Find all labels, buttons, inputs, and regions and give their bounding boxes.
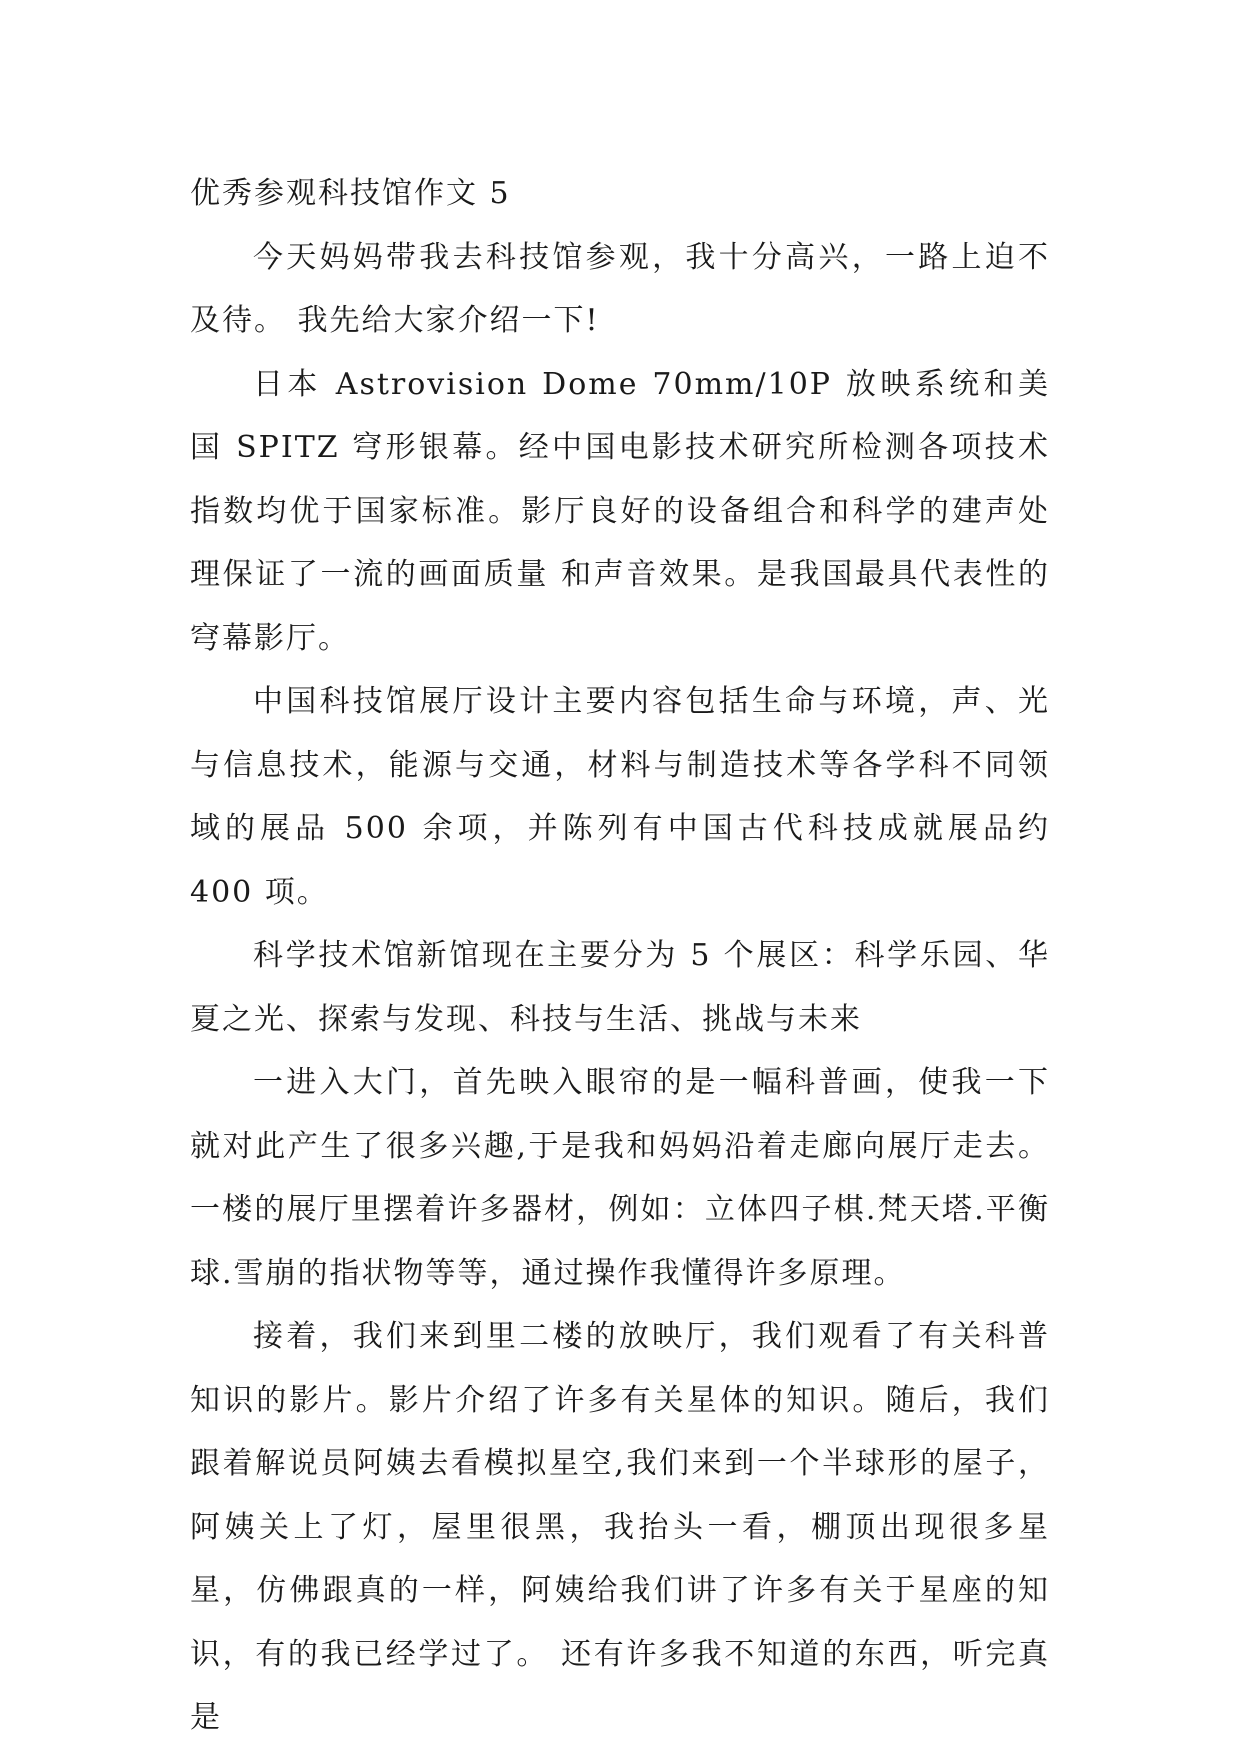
paragraph-exhibit-design: 中国科技馆展厅设计主要内容包括生命与环境，声、光与信息技术，能源与交通，材料与制造技术等各学科不同领域的展品 500 余项，并陈列有中国古代科技成就展品约 400 项。 <box>190 684 1050 910</box>
paragraph-first-floor: 一进入大门，首先映入眼帘的是一幅科普画，使我一下就对此产生了很多兴趣,于是我和妈妈沿着走廊向展厅走去。一楼的展厅里摆着许多器材，例如：立体四子棋.梵天塔.平衡球.雪崩的指状物等等，通过操作我懂得许多原理。 <box>190 1065 1050 1291</box>
paragraph-dome-theater: 日本 Astrovision Dome 70mm/10P 放映系统和美国 SPITZ 穹形银幕。经中国电影技术研究所检测各项技术指数均优于国家标准。影厅良好的设备组合和科学的建声处理保证了一流的画面质量 和声音效果。是我国最具代表性的穹幕影厅。 <box>190 366 1050 656</box>
document-title: 优秀参观科技馆作文 5 <box>190 176 511 211</box>
paragraph-exhibit-zones: 科学技术馆新馆现在主要分为 5 个展区：科学乐园、华夏之光、探索与发现、科技与生活、挑战与未来 <box>190 938 1050 1037</box>
document-body <box>190 162 1050 1750</box>
paragraph-second-floor: 接着，我们来到里二楼的放映厅，我们观看了有关科普知识的影片。影片介绍了许多有关星体的知识。随后，我们跟着解说员阿姨去看模拟星空,我们来到一个半球形的屋子，阿姨关上了灯，屋里很黑，我抬头一看，棚顶出现很多星星，仿佛跟真的一样，阿姨给我们讲了许多有关于星座的知识，有的我已经学过了。 还有许多我不知道的东西，听完真是 <box>190 1319 1050 1735</box>
paragraph-intro: 今天妈妈带我去科技馆参观，我十分高兴，一路上迫不及待。 我先给大家介绍一下! <box>190 239 1050 338</box>
